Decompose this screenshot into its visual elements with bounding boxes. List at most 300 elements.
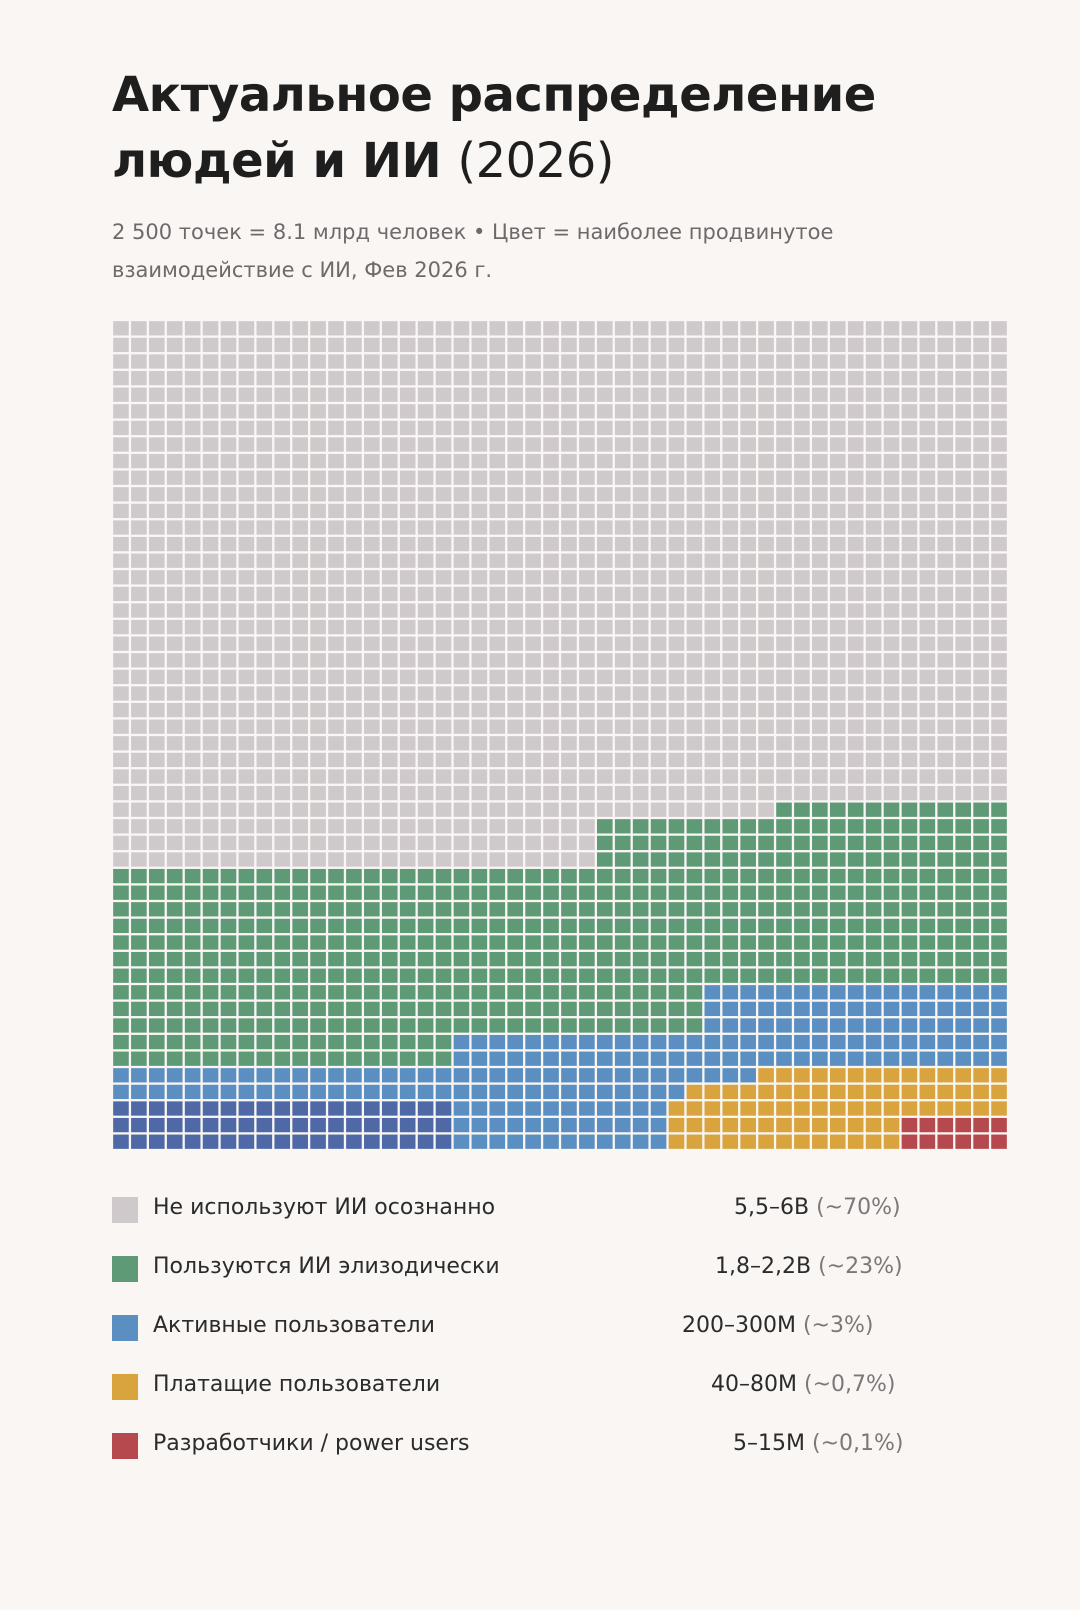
dot-no-ai (382, 786, 398, 800)
dot-no-ai (920, 653, 936, 667)
dot-active (740, 1018, 756, 1032)
dot-active (507, 1035, 523, 1049)
dot-no-ai (543, 487, 559, 501)
dot-no-ai (973, 354, 989, 368)
dot-no-ai (507, 504, 523, 518)
dot-no-ai (615, 321, 631, 335)
dot-active (920, 1018, 936, 1032)
dot-no-ai (848, 670, 864, 684)
dot-no-ai (597, 653, 613, 667)
dot-episodic (615, 935, 631, 949)
legend-label-power-users: Разработчики / power users (153, 1431, 470, 1456)
dot-no-ai (364, 786, 380, 800)
dot-no-ai (418, 437, 434, 451)
dot-no-ai (310, 803, 326, 817)
dot-no-ai (418, 736, 434, 750)
dot-no-ai (185, 753, 201, 767)
dot-episodic (257, 1035, 273, 1049)
dot-no-ai (167, 321, 183, 335)
dot-no-ai (884, 587, 900, 601)
dot-no-ai (561, 653, 577, 667)
dot-no-ai (902, 670, 918, 684)
dot-episodic (400, 969, 416, 983)
dot-active (346, 1068, 362, 1082)
dot-episodic (328, 1018, 344, 1032)
dot-active (203, 1118, 219, 1132)
dot-no-ai (274, 321, 290, 335)
dot-no-ai (292, 388, 308, 402)
dot-no-ai (579, 686, 595, 700)
dot-active (973, 1052, 989, 1066)
dot-no-ai (472, 371, 488, 385)
dot-no-ai (937, 637, 953, 651)
dot-active (955, 1002, 971, 1016)
dot-episodic (167, 935, 183, 949)
dot-no-ai (884, 471, 900, 485)
dot-no-ai (597, 670, 613, 684)
dot-paying (740, 1135, 756, 1149)
dot-no-ai (149, 454, 165, 468)
dot-power-users (955, 1135, 971, 1149)
dot-no-ai (454, 471, 470, 485)
dot-no-ai (185, 421, 201, 435)
dot-paying (991, 1068, 1007, 1082)
dot-episodic (687, 886, 703, 900)
dot-no-ai (794, 504, 810, 518)
dot-no-ai (776, 321, 792, 335)
dot-no-ai (167, 603, 183, 617)
dot-no-ai (794, 686, 810, 700)
dot-episodic (543, 952, 559, 966)
dot-no-ai (937, 421, 953, 435)
dot-no-ai (454, 321, 470, 335)
dot-active (669, 1052, 685, 1066)
dot-no-ai (794, 736, 810, 750)
dot-no-ai (669, 637, 685, 651)
dot-no-ai (705, 720, 721, 734)
dot-no-ai (579, 819, 595, 833)
dot-no-ai (328, 338, 344, 352)
dot-no-ai (185, 570, 201, 584)
dot-no-ai (991, 404, 1007, 418)
dot-no-ai (418, 670, 434, 684)
dot-episodic (525, 952, 541, 966)
dot-episodic (937, 935, 953, 949)
dot-no-ai (776, 736, 792, 750)
dot-episodic (364, 902, 380, 916)
dot-active (185, 1101, 201, 1115)
dot-no-ai (472, 520, 488, 534)
dot-no-ai (400, 371, 416, 385)
dot-no-ai (239, 354, 255, 368)
dot-paying (740, 1118, 756, 1132)
dot-no-ai (257, 852, 273, 866)
dot-no-ai (902, 603, 918, 617)
dot-no-ai (436, 421, 452, 435)
dot-no-ai (776, 753, 792, 767)
dot-no-ai (579, 703, 595, 717)
dot-active (776, 985, 792, 999)
dot-no-ai (955, 670, 971, 684)
dot-no-ai (920, 570, 936, 584)
dot-no-ai (848, 404, 864, 418)
dot-no-ai (884, 603, 900, 617)
dot-paying (937, 1068, 953, 1082)
dot-no-ai (687, 388, 703, 402)
dot-active (776, 1052, 792, 1066)
dot-active (400, 1101, 416, 1115)
dot-no-ai (812, 487, 828, 501)
dot-episodic (400, 886, 416, 900)
dot-no-ai (991, 554, 1007, 568)
dot-no-ai (149, 471, 165, 485)
dot-no-ai (167, 570, 183, 584)
dot-no-ai (973, 670, 989, 684)
dot-active (758, 1052, 774, 1066)
dot-no-ai (328, 836, 344, 850)
dot-no-ai (955, 388, 971, 402)
dot-active (937, 1035, 953, 1049)
dot-no-ai (346, 404, 362, 418)
dot-no-ai (884, 520, 900, 534)
dot-episodic (633, 852, 649, 866)
dot-no-ai (615, 421, 631, 435)
dot-paying (955, 1068, 971, 1082)
dot-active (651, 1118, 667, 1132)
dot-active (561, 1052, 577, 1066)
dot-active (705, 1068, 721, 1082)
dot-active (239, 1118, 255, 1132)
dot-episodic (113, 1002, 129, 1016)
dot-episodic (740, 902, 756, 916)
dot-no-ai (489, 653, 505, 667)
dot-no-ai (274, 836, 290, 850)
dot-no-ai (812, 587, 828, 601)
dot-episodic (830, 836, 846, 850)
dot-episodic (579, 869, 595, 883)
dot-no-ai (113, 637, 129, 651)
dot-no-ai (454, 587, 470, 601)
dot-episodic (131, 969, 147, 983)
dot-no-ai (687, 587, 703, 601)
dot-no-ai (328, 437, 344, 451)
dot-no-ai (149, 587, 165, 601)
dot-no-ai (937, 603, 953, 617)
dot-no-ai (937, 686, 953, 700)
dot-paying (812, 1135, 828, 1149)
dot-no-ai (705, 554, 721, 568)
dot-episodic (991, 819, 1007, 833)
dot-episodic (221, 969, 237, 983)
dot-active (436, 1068, 452, 1082)
dot-episodic (740, 935, 756, 949)
dot-active (866, 1052, 882, 1066)
dot-no-ai (274, 670, 290, 684)
dot-no-ai (346, 836, 362, 850)
dot-active (669, 1035, 685, 1049)
dot-no-ai (543, 753, 559, 767)
dot-no-ai (669, 703, 685, 717)
dot-episodic (418, 886, 434, 900)
dot-no-ai (382, 769, 398, 783)
dot-no-ai (651, 487, 667, 501)
dot-no-ai (740, 437, 756, 451)
dot-episodic (274, 919, 290, 933)
dot-no-ai (167, 404, 183, 418)
dot-no-ai (185, 537, 201, 551)
dot-active (740, 985, 756, 999)
dot-no-ai (292, 836, 308, 850)
dot-no-ai (203, 620, 219, 634)
dot-no-ai (525, 537, 541, 551)
dot-no-ai (436, 819, 452, 833)
title-year: (2026) (457, 133, 614, 189)
dot-active (830, 1018, 846, 1032)
dot-no-ai (203, 686, 219, 700)
dot-no-ai (561, 570, 577, 584)
dot-no-ai (310, 338, 326, 352)
dot-episodic (543, 985, 559, 999)
dot-no-ai (615, 720, 631, 734)
dot-no-ai (221, 703, 237, 717)
dot-episodic (149, 902, 165, 916)
dot-no-ai (884, 371, 900, 385)
dot-no-ai (758, 603, 774, 617)
dot-active (955, 985, 971, 999)
dot-no-ai (561, 720, 577, 734)
dot-episodic (615, 952, 631, 966)
dot-episodic (292, 869, 308, 883)
dot-no-ai (812, 504, 828, 518)
dot-no-ai (597, 354, 613, 368)
dot-no-ai (848, 421, 864, 435)
dot-no-ai (185, 587, 201, 601)
dot-active (937, 1052, 953, 1066)
dot-no-ai (866, 321, 882, 335)
dot-no-ai (651, 670, 667, 684)
dot-no-ai (902, 321, 918, 335)
dot-no-ai (507, 570, 523, 584)
dot-episodic (472, 1002, 488, 1016)
dot-no-ai (669, 686, 685, 700)
dot-no-ai (955, 769, 971, 783)
dot-episodic (991, 836, 1007, 850)
dot-paying (722, 1101, 738, 1115)
dot-episodic (418, 1002, 434, 1016)
dot-no-ai (221, 454, 237, 468)
dot-no-ai (382, 404, 398, 418)
dot-active (937, 1002, 953, 1016)
dot-episodic (561, 886, 577, 900)
dot-no-ai (310, 421, 326, 435)
dot-episodic (776, 952, 792, 966)
dot-episodic (167, 869, 183, 883)
dot-no-ai (705, 686, 721, 700)
dot-no-ai (633, 720, 649, 734)
dot-active (328, 1085, 344, 1099)
dot-no-ai (489, 736, 505, 750)
dot-active (669, 1085, 685, 1099)
dot-no-ai (705, 587, 721, 601)
dot-no-ai (472, 570, 488, 584)
legend-swatch-active (112, 1315, 138, 1341)
dot-no-ai (418, 769, 434, 783)
dot-no-ai (937, 504, 953, 518)
dot-no-ai (346, 487, 362, 501)
dot-paying (848, 1118, 864, 1132)
dot-episodic (812, 969, 828, 983)
dot-episodic (561, 902, 577, 916)
dot-no-ai (525, 852, 541, 866)
dot-no-ai (597, 321, 613, 335)
dot-no-ai (884, 321, 900, 335)
dot-no-ai (740, 703, 756, 717)
dot-no-ai (257, 487, 273, 501)
dot-no-ai (920, 471, 936, 485)
dot-no-ai (597, 454, 613, 468)
dot-active (239, 1135, 255, 1149)
dot-active (525, 1085, 541, 1099)
dot-episodic (597, 935, 613, 949)
dot-active (937, 985, 953, 999)
dot-no-ai (687, 437, 703, 451)
dot-episodic (633, 819, 649, 833)
dot-active (454, 1035, 470, 1049)
dot-episodic (346, 969, 362, 983)
dot-episodic (579, 969, 595, 983)
dot-episodic (615, 1002, 631, 1016)
dot-no-ai (203, 354, 219, 368)
dot-episodic (633, 969, 649, 983)
dot-episodic (364, 1052, 380, 1066)
dot-no-ai (866, 653, 882, 667)
dot-no-ai (579, 471, 595, 485)
dot-no-ai (973, 620, 989, 634)
dot-no-ai (507, 338, 523, 352)
dot-episodic (310, 952, 326, 966)
dot-no-ai (400, 720, 416, 734)
dot-episodic (167, 902, 183, 916)
dot-no-ai (525, 753, 541, 767)
dot-no-ai (274, 637, 290, 651)
dot-no-ai (382, 454, 398, 468)
dot-no-ai (991, 686, 1007, 700)
dot-episodic (633, 919, 649, 933)
dot-no-ai (705, 736, 721, 750)
dot-episodic (149, 1018, 165, 1032)
dot-no-ai (902, 587, 918, 601)
dot-no-ai (525, 421, 541, 435)
dot-active (812, 1052, 828, 1066)
dot-active (113, 1135, 129, 1149)
dot-episodic (812, 902, 828, 916)
dot-no-ai (310, 786, 326, 800)
dot-episodic (848, 969, 864, 983)
dot-no-ai (292, 670, 308, 684)
dot-no-ai (113, 487, 129, 501)
dot-no-ai (472, 554, 488, 568)
dot-no-ai (758, 454, 774, 468)
dot-episodic (418, 1035, 434, 1049)
dot-active (561, 1035, 577, 1049)
dot-episodic (687, 1018, 703, 1032)
dot-no-ai (400, 537, 416, 551)
dot-no-ai (364, 554, 380, 568)
dot-active (722, 1002, 738, 1016)
dot-episodic (203, 886, 219, 900)
dot-no-ai (507, 437, 523, 451)
dot-episodic (776, 969, 792, 983)
dot-no-ai (203, 803, 219, 817)
dot-active (149, 1085, 165, 1099)
dot-no-ai (167, 803, 183, 817)
dot-no-ai (382, 354, 398, 368)
dot-no-ai (203, 471, 219, 485)
dot-episodic (722, 819, 738, 833)
dot-no-ai (292, 686, 308, 700)
dot-episodic (884, 886, 900, 900)
dot-no-ai (436, 354, 452, 368)
dot-active (561, 1068, 577, 1082)
dot-no-ai (382, 338, 398, 352)
dot-no-ai (472, 321, 488, 335)
dot-no-ai (830, 321, 846, 335)
dot-no-ai (507, 421, 523, 435)
dot-no-ai (794, 537, 810, 551)
dot-no-ai (167, 554, 183, 568)
dot-episodic (489, 1018, 505, 1032)
dot-no-ai (507, 736, 523, 750)
dot-no-ai (991, 720, 1007, 734)
dot-no-ai (364, 338, 380, 352)
dot-no-ai (597, 786, 613, 800)
dot-episodic (651, 1002, 667, 1016)
dot-episodic (310, 969, 326, 983)
dot-no-ai (669, 603, 685, 617)
dot-no-ai (239, 836, 255, 850)
dot-no-ai (758, 537, 774, 551)
dot-no-ai (812, 736, 828, 750)
dot-paying (794, 1135, 810, 1149)
dot-no-ai (113, 703, 129, 717)
dot-no-ai (937, 703, 953, 717)
dot-no-ai (364, 736, 380, 750)
dot-episodic (866, 969, 882, 983)
dot-episodic (758, 902, 774, 916)
dot-episodic (633, 935, 649, 949)
dot-no-ai (364, 371, 380, 385)
dot-no-ai (705, 338, 721, 352)
dot-no-ai (328, 371, 344, 385)
dot-no-ai (239, 670, 255, 684)
dot-no-ai (328, 686, 344, 700)
dot-no-ai (400, 603, 416, 617)
dot-no-ai (454, 736, 470, 750)
dot-episodic (113, 919, 129, 933)
dot-no-ai (973, 753, 989, 767)
dot-no-ai (418, 554, 434, 568)
dot-no-ai (651, 421, 667, 435)
dot-no-ai (221, 570, 237, 584)
dot-no-ai (472, 769, 488, 783)
dot-active (472, 1101, 488, 1115)
dot-episodic (203, 952, 219, 966)
dot-active (884, 1002, 900, 1016)
dot-episodic (937, 852, 953, 866)
dot-no-ai (525, 637, 541, 651)
dot-active (920, 1035, 936, 1049)
dot-episodic (239, 902, 255, 916)
